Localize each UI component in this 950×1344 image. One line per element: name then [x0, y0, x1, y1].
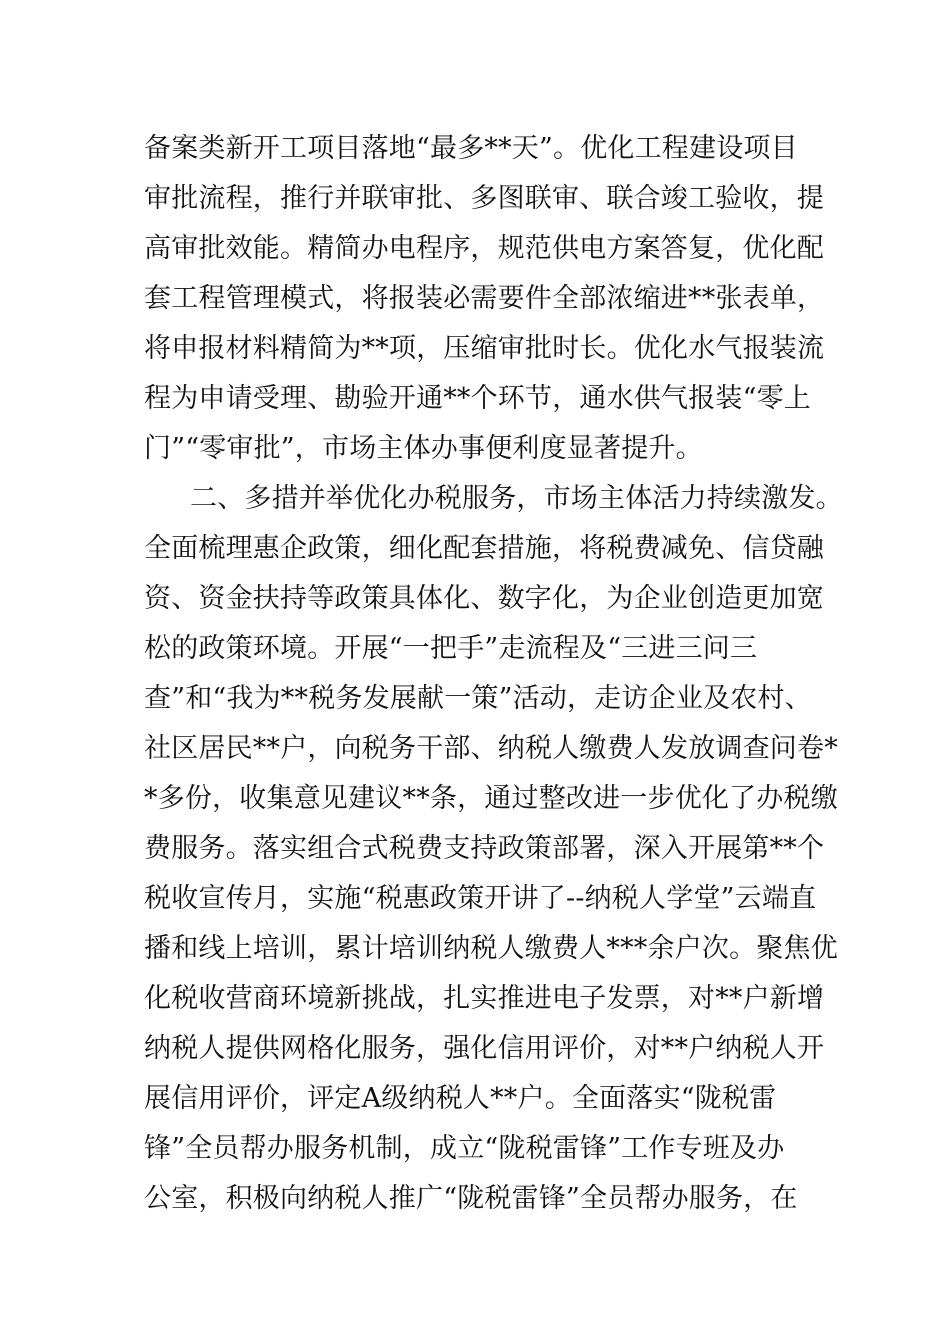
text-line: 锋”全员帮办服务机制，成立“陇税雷锋”工作专班及办	[144, 1133, 785, 1164]
text-line: 将申报材料精简为**项，压缩审批时长。优化水气报装流	[144, 333, 825, 364]
text-line: 化税收营商环境新挑战，扎实推进电子发票，对**户新增	[144, 983, 825, 1014]
text-line: 高审批效能。精简办电程序，规范供电方案答复，优化配	[144, 233, 824, 264]
text-line: 展信用评价，评定A级纳税人**户。全面落实“陇税雷	[144, 1083, 777, 1114]
text-line: 纳税人提供网格化服务，强化信用评价，对**户纳税人开	[144, 1033, 825, 1064]
text-line: 程为申请受理、勘验开通**个环节，通水供气报装“零上	[144, 383, 812, 414]
text-line: 全面梳理惠企政策，细化配套措施，将税费减免、信贷融	[144, 533, 824, 564]
text-line: 查”和“我为**税务发展献一策”活动，走访企业及农村、	[144, 683, 812, 714]
text-line: 公室，积极向纳税人推广“陇税雷锋”全员帮办服务，在	[144, 1183, 798, 1214]
text-line: 备案类新开工项目落地“最多**天”。优化工程建设项目	[144, 133, 798, 164]
text-line: 套工程管理模式，将报装必需要件全部浓缩进**张表单，	[144, 283, 825, 314]
text-line: *多份，收集意见建议**条，通过整改进一步优化了办税缴	[144, 783, 838, 814]
text-line: 播和线上培训，累计培训纳税人缴费人***余户次。聚焦优	[144, 933, 838, 964]
text-line: 税收宣传月，实施“税惠政策开讲了--纳税人学堂”云端直	[144, 883, 817, 914]
text-line: 审批流程，推行并联审批、多图联审、联合竣工验收，提	[144, 183, 824, 214]
section-heading: 二、多措并举优化办税服务，市场主体活力持续激发。	[190, 483, 843, 514]
text-line: 松的政策环境。开展“一把手”走流程及“三进三问三	[144, 633, 758, 664]
text-line: 社区居民**户，向税务干部、纳税人缴费人发放调查问卷*	[144, 733, 838, 764]
text-line: 费服务。落实组合式税费支持政策部署，深入开展第**个	[144, 833, 825, 864]
text-line: 资、资金扶持等政策具体化、数字化，为企业创造更加宽	[144, 583, 824, 614]
text-line: 门”“零审批”，市场主体办事便利度显著提升。	[144, 433, 703, 464]
